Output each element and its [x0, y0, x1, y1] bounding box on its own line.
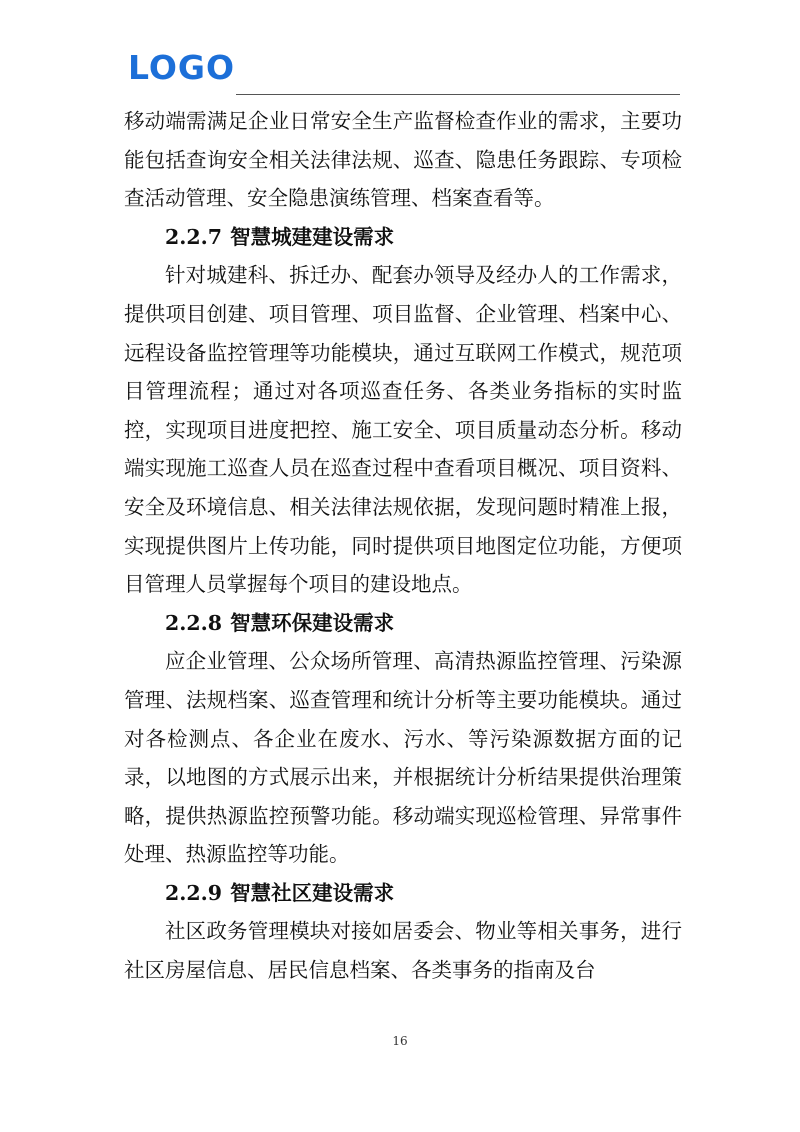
section-title: 智慧城建建设需求: [230, 224, 395, 249]
section-title: 智慧社区建设需求: [230, 880, 395, 905]
section-paragraph-2-2-9: 社区政务管理模块对接如居委会、物业等相关事务，进行社区房屋信息、居民信息档案、各类事务的指南及台: [124, 919, 682, 983]
section-title: 智慧环保建设需求: [230, 610, 395, 635]
section-number: 2.2.8: [165, 610, 223, 635]
section-heading-2-2-7: [124, 218, 682, 257]
logo: LOGO: [128, 48, 236, 87]
section-heading-2-2-9: [124, 874, 682, 913]
page-number: 16: [392, 1034, 408, 1048]
intro-paragraph: 移动端需满足企业日常安全生产监督检查作业的需求，主要功能包括查询安全相关法律法规、巡查、隐患任务跟踪、专项检查活动管理、安全隐患演练管理、档案查看等。: [124, 109, 682, 211]
section-paragraph-2-2-7: 针对城建科、拆迁办、配套办领导及经办人的工作需求，提供项目创建、项目管理、项目监督、企业管理、档案中心、远程设备监控管理等功能模块，通过互联网工作模式，规范项目管理流程；通过对各项巡查任务、各类业务指标的实时监控，实现项目进度把控、施工安全、项目质量动态分析。移动端实现施工巡查人员在巡查过程中查看项目概况、项目资料、安全及环境信息、相关法律法规依据，发现问题时精准上报，实现提供图片上传功能，同时提供项目地图定位功能，方便项目管理人员掌握每个项目的建设地点。: [124, 263, 682, 597]
section-paragraph-2-2-8: 应企业管理、公众场所管理、高清热源监控管理、污染源管理、法规档案、巡查管理和统计分析等主要功能模块。通过对各检测点、各企业在废水、污水、等污染源数据方面的记录，以地图的方式展示出来，并根据统计分析结果提供治理策略，提供热源监控预警功能。移动端实现巡检管理、异常事件处理、热源监控等功能。: [124, 649, 682, 867]
section-number: 2.2.9: [165, 880, 223, 905]
section-heading-2-2-8: [124, 604, 682, 643]
section-number: 2.2.7: [165, 224, 223, 249]
document-body: [124, 102, 682, 990]
header-divider: [236, 94, 680, 95]
